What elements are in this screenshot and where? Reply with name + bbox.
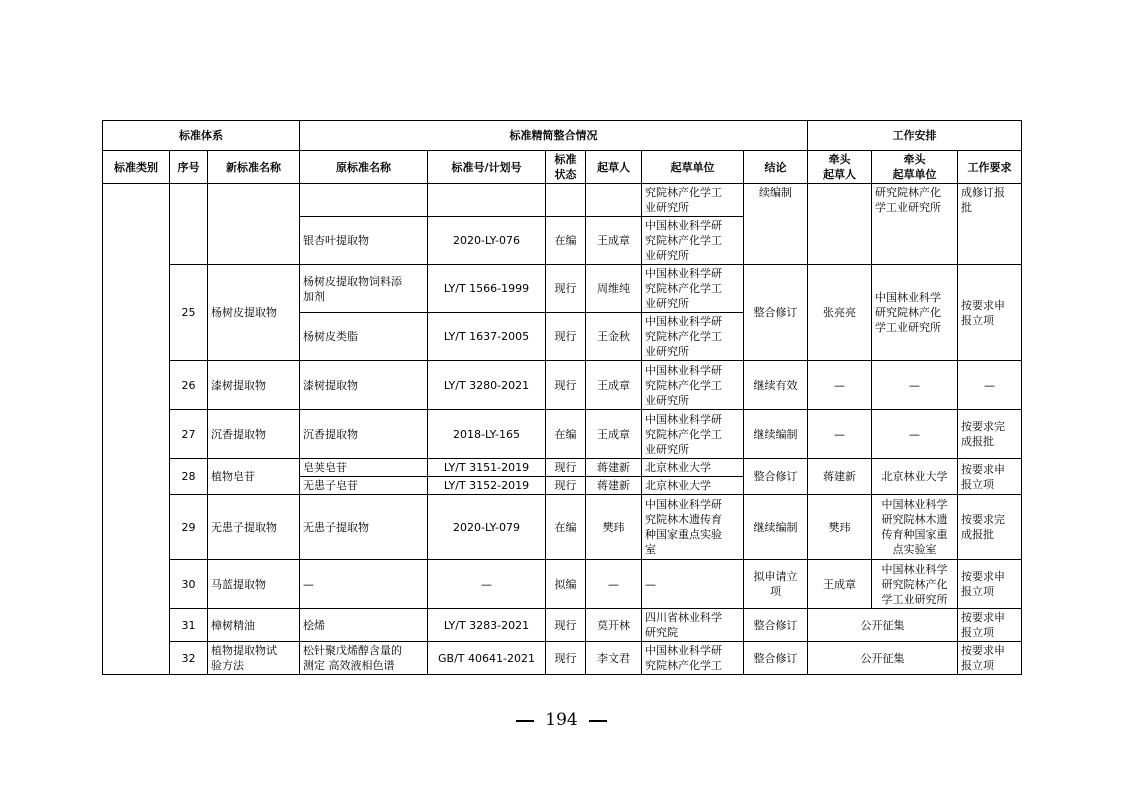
unit-cell: 四川省林业科学 研究院 xyxy=(642,609,744,642)
no-cell: 29 xyxy=(170,495,208,560)
status-cell: 现行 xyxy=(546,313,586,361)
lead-combined-cell: 公开征集 xyxy=(808,642,958,675)
lead-unit-cell: 研究院林产化 学工业研究所 xyxy=(872,184,958,265)
drafter-cell: 蒋建新 xyxy=(586,459,642,477)
conclusion-cell: 继续编制 xyxy=(744,495,808,560)
unit-cell: 北京林业大学 xyxy=(642,477,744,495)
status-cell xyxy=(546,184,586,217)
unit-cell: 究院林产化学工 业研究所 xyxy=(642,184,744,217)
lead-combined-cell: 公开征集 xyxy=(808,609,958,642)
header-code: 标准号/计划号 xyxy=(428,151,546,184)
status-cell: 现行 xyxy=(546,609,586,642)
unit-cell: 中国林业科学研 究院林产化学工 业研究所 xyxy=(642,410,744,459)
new-name-cell xyxy=(208,184,300,265)
orig-name-cell: 无患子提取物 xyxy=(300,495,428,560)
lead-unit-cell: 中国林业科学 研究院林产化 学工业研究所 xyxy=(872,265,958,361)
unit-cell: 中国林业科学研 究院林产化学工 业研究所 xyxy=(642,217,744,265)
no-cell: 31 xyxy=(170,609,208,642)
no-cell: 28 xyxy=(170,459,208,495)
drafter-cell: 王成章 xyxy=(586,217,642,265)
table-row xyxy=(103,410,1022,459)
drafter-cell: 王成章 xyxy=(586,361,642,410)
drafter-cell: 李文君 xyxy=(586,642,642,675)
no-cell xyxy=(170,184,208,265)
page-footer xyxy=(0,710,1123,730)
table-row xyxy=(103,560,1022,609)
new-name-cell: 沉香提取物 xyxy=(208,410,300,459)
code-cell: LY/T 1637-2005 xyxy=(428,313,546,361)
conclusion-cell: 继续有效 xyxy=(744,361,808,410)
new-name-cell: 无患子提取物 xyxy=(208,495,300,560)
lead-unit-cell: 中国林业科学 研究院林产化 学工业研究所 xyxy=(872,560,958,609)
header-no: 序号 xyxy=(170,151,208,184)
lead-cell: — xyxy=(808,410,872,459)
orig-name-cell: 桧烯 xyxy=(300,609,428,642)
table-row xyxy=(103,265,1022,313)
lead-unit-cell: 中国林业科学 研究院林木遗 传育种国家重 点实验室 xyxy=(872,495,958,560)
code-cell: 2018-LY-165 xyxy=(428,410,546,459)
code-cell: LY/T 3283-2021 xyxy=(428,609,546,642)
unit-cell: 中国林业科学研 究院林产化学工 xyxy=(642,642,744,675)
lead-cell xyxy=(808,184,872,265)
orig-name-cell: 沉香提取物 xyxy=(300,410,428,459)
no-cell: 32 xyxy=(170,642,208,675)
header-group-system: 标准体系 xyxy=(103,121,300,151)
requirement-cell: 按要求申 报立项 xyxy=(958,642,1022,675)
header-lead-unit: 牵头 起草单位 xyxy=(872,151,958,184)
conclusion-cell: 整合修订 xyxy=(744,459,808,495)
new-name-cell: 马蓝提取物 xyxy=(208,560,300,609)
unit-cell: 中国林业科学研 究院林产化学工 业研究所 xyxy=(642,361,744,410)
lead-cell: 王成章 xyxy=(808,560,872,609)
status-cell: 现行 xyxy=(546,459,586,477)
requirement-cell: 按要求完 成报批 xyxy=(958,495,1022,560)
page-dash-right xyxy=(589,720,607,722)
status-cell: 在编 xyxy=(546,217,586,265)
code-cell: LY/T 3280-2021 xyxy=(428,361,546,410)
orig-name-cell: 杨树皮提取物饲料添 加剂 xyxy=(300,265,428,313)
table-row xyxy=(103,609,1022,642)
lead-cell: 张亮亮 xyxy=(808,265,872,361)
code-cell xyxy=(428,184,546,217)
header-column-row xyxy=(103,151,1022,184)
header-category: 标准类别 xyxy=(103,151,170,184)
conclusion-cell: 拟申请立 项 xyxy=(744,560,808,609)
code-cell: LY/T 3151-2019 xyxy=(428,459,546,477)
code-cell: GB/T 40641-2021 xyxy=(428,642,546,675)
unit-cell: 中国林业科学研 究院林产化学工 业研究所 xyxy=(642,313,744,361)
drafter-cell: 莫开林 xyxy=(586,609,642,642)
table-row xyxy=(103,361,1022,410)
code-cell: — xyxy=(428,560,546,609)
drafter-cell: — xyxy=(586,560,642,609)
status-cell: 现行 xyxy=(546,477,586,495)
requirement-cell: 按要求申 报立项 xyxy=(958,459,1022,495)
orig-name-cell: 杨树皮类脂 xyxy=(300,313,428,361)
table-row xyxy=(103,642,1022,675)
no-cell: 27 xyxy=(170,410,208,459)
orig-name-cell: 无患子皂苷 xyxy=(300,477,428,495)
drafter-cell: 王成章 xyxy=(586,410,642,459)
drafter-cell: 蒋建新 xyxy=(586,477,642,495)
header-unit: 起草单位 xyxy=(642,151,744,184)
page-number: 194 xyxy=(545,710,578,730)
status-cell: 在编 xyxy=(546,410,586,459)
header-drafter: 起草人 xyxy=(586,151,642,184)
table-row xyxy=(103,459,1022,477)
header-orig-name: 原标准名称 xyxy=(300,151,428,184)
drafter-cell: 樊玮 xyxy=(586,495,642,560)
drafter-cell: 周维纯 xyxy=(586,265,642,313)
header-group-work: 工作安排 xyxy=(808,121,1022,151)
orig-name-cell: 银杏叶提取物 xyxy=(300,217,428,265)
orig-name-cell: — xyxy=(300,560,428,609)
status-cell: 现行 xyxy=(546,265,586,313)
new-name-cell: 杨树皮提取物 xyxy=(208,265,300,361)
table-row xyxy=(103,495,1022,560)
requirement-cell: 按要求申 报立项 xyxy=(958,609,1022,642)
orig-name-cell xyxy=(300,184,428,217)
header-group-consolidation: 标准精简整合情况 xyxy=(300,121,808,151)
table-row xyxy=(103,184,1022,217)
requirement-cell: — xyxy=(958,361,1022,410)
lead-unit-cell: 北京林业大学 xyxy=(872,459,958,495)
standards-table xyxy=(102,120,1022,675)
drafter-cell: 王金秋 xyxy=(586,313,642,361)
lead-cell: — xyxy=(808,361,872,410)
conclusion-cell: 整合修订 xyxy=(744,265,808,361)
header-requirement: 工作要求 xyxy=(958,151,1022,184)
unit-cell: 中国林业科学研 究院林产化学工 业研究所 xyxy=(642,265,744,313)
unit-cell: 北京林业大学 xyxy=(642,459,744,477)
header-conclusion: 结论 xyxy=(744,151,808,184)
no-cell: 30 xyxy=(170,560,208,609)
requirement-cell: 按要求申 报立项 xyxy=(958,560,1022,609)
status-cell: 现行 xyxy=(546,361,586,410)
conclusion-cell: 整合修订 xyxy=(744,609,808,642)
lead-unit-cell: — xyxy=(872,361,958,410)
page-dash-left xyxy=(516,720,534,722)
header-new-name: 新标准名称 xyxy=(208,151,300,184)
code-cell: LY/T 3152-2019 xyxy=(428,477,546,495)
new-name-cell: 樟树精油 xyxy=(208,609,300,642)
orig-name-cell: 漆树提取物 xyxy=(300,361,428,410)
requirement-cell: 成修订报 批 xyxy=(958,184,1022,265)
unit-cell: — xyxy=(642,560,744,609)
code-cell: 2020-LY-076 xyxy=(428,217,546,265)
status-cell: 拟编 xyxy=(546,560,586,609)
new-name-cell: 漆树提取物 xyxy=(208,361,300,410)
code-cell: 2020-LY-079 xyxy=(428,495,546,560)
header-group-row xyxy=(103,121,1022,151)
orig-name-cell: 皂荚皂苷 xyxy=(300,459,428,477)
status-cell: 现行 xyxy=(546,642,586,675)
lead-cell: 樊玮 xyxy=(808,495,872,560)
requirement-cell: 按要求完 成报批 xyxy=(958,410,1022,459)
status-cell: 在编 xyxy=(546,495,586,560)
header-lead: 牵头 起草人 xyxy=(808,151,872,184)
no-cell: 25 xyxy=(170,265,208,361)
lead-unit-cell: — xyxy=(872,410,958,459)
header-status: 标准 状态 xyxy=(546,151,586,184)
new-name-cell: 植物提取物试 验方法 xyxy=(208,642,300,675)
orig-name-cell: 松针聚戊烯醇含量的 测定 高效液相色谱 xyxy=(300,642,428,675)
requirement-cell: 按要求申 报立项 xyxy=(958,265,1022,361)
lead-cell: 蒋建新 xyxy=(808,459,872,495)
no-cell: 26 xyxy=(170,361,208,410)
conclusion-cell: 继续编制 xyxy=(744,410,808,459)
category-cell xyxy=(103,184,170,675)
drafter-cell xyxy=(586,184,642,217)
code-cell: LY/T 1566-1999 xyxy=(428,265,546,313)
new-name-cell: 植物皂苷 xyxy=(208,459,300,495)
unit-cell: 中国林业科学研 究院林木遗传育 种国家重点实验 室 xyxy=(642,495,744,560)
conclusion-cell: 整合修订 xyxy=(744,642,808,675)
conclusion-cell: 续编制 xyxy=(744,184,808,265)
